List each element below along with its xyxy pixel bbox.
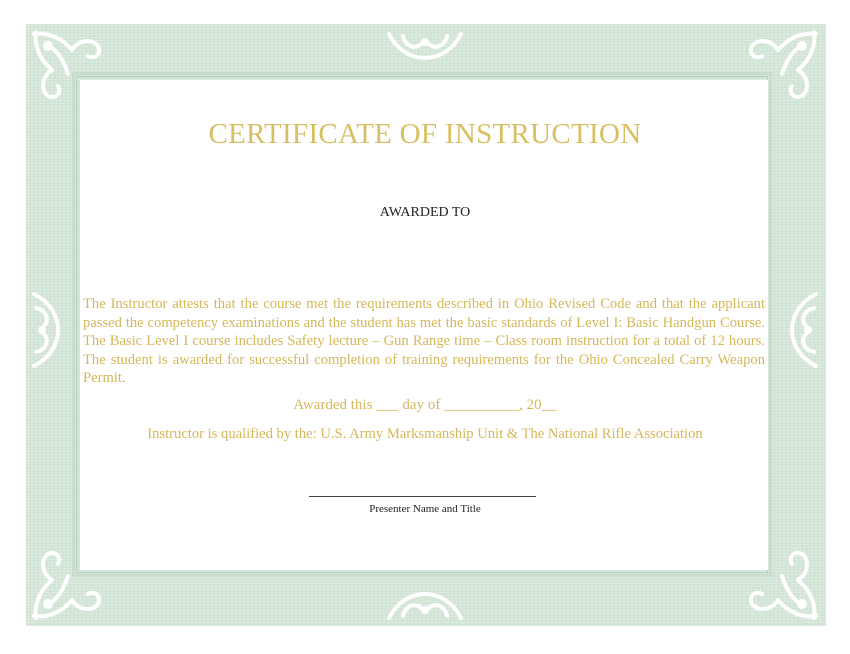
awarded-to-label: AWARDED TO [379,205,471,220]
attestation-paragraph: The Instructor attests that the course met the requirements described in Ohio Revised Code and that the applicant passed the competency examinations and the student has met the basic standards of Level I: Basic Handgun Course. The Basic Level I course includes Safety lecture – Gun Range time – Class room instruction for a total of 12 hours. The student is awarded for successful completion of training requirements for the Ohio Concealed Carry Weapon Permit. [83,296,765,386]
certificate-title: CERTIFICATE OF INSTRUCTION [208,118,642,150]
right-center-ornament [780,290,822,370]
corner-ornament-bottom-right [732,534,822,624]
top-center-ornament [385,28,465,70]
corner-ornament-bottom-left [28,534,118,624]
instructor-qualification: Instructor is qualified by the: U.S. Army Marksmanship Unit & The National Rifle Association [147,426,703,442]
signature-line [309,496,536,497]
left-center-ornament [28,290,70,370]
awarded-date-line: Awarded this ___ day of __________, 20__ [293,397,557,413]
corner-ornament-top-right [732,26,822,116]
presenter-caption: Presenter Name and Title [369,503,481,515]
bottom-center-ornament [385,582,465,624]
corner-ornament-top-left [28,26,118,116]
